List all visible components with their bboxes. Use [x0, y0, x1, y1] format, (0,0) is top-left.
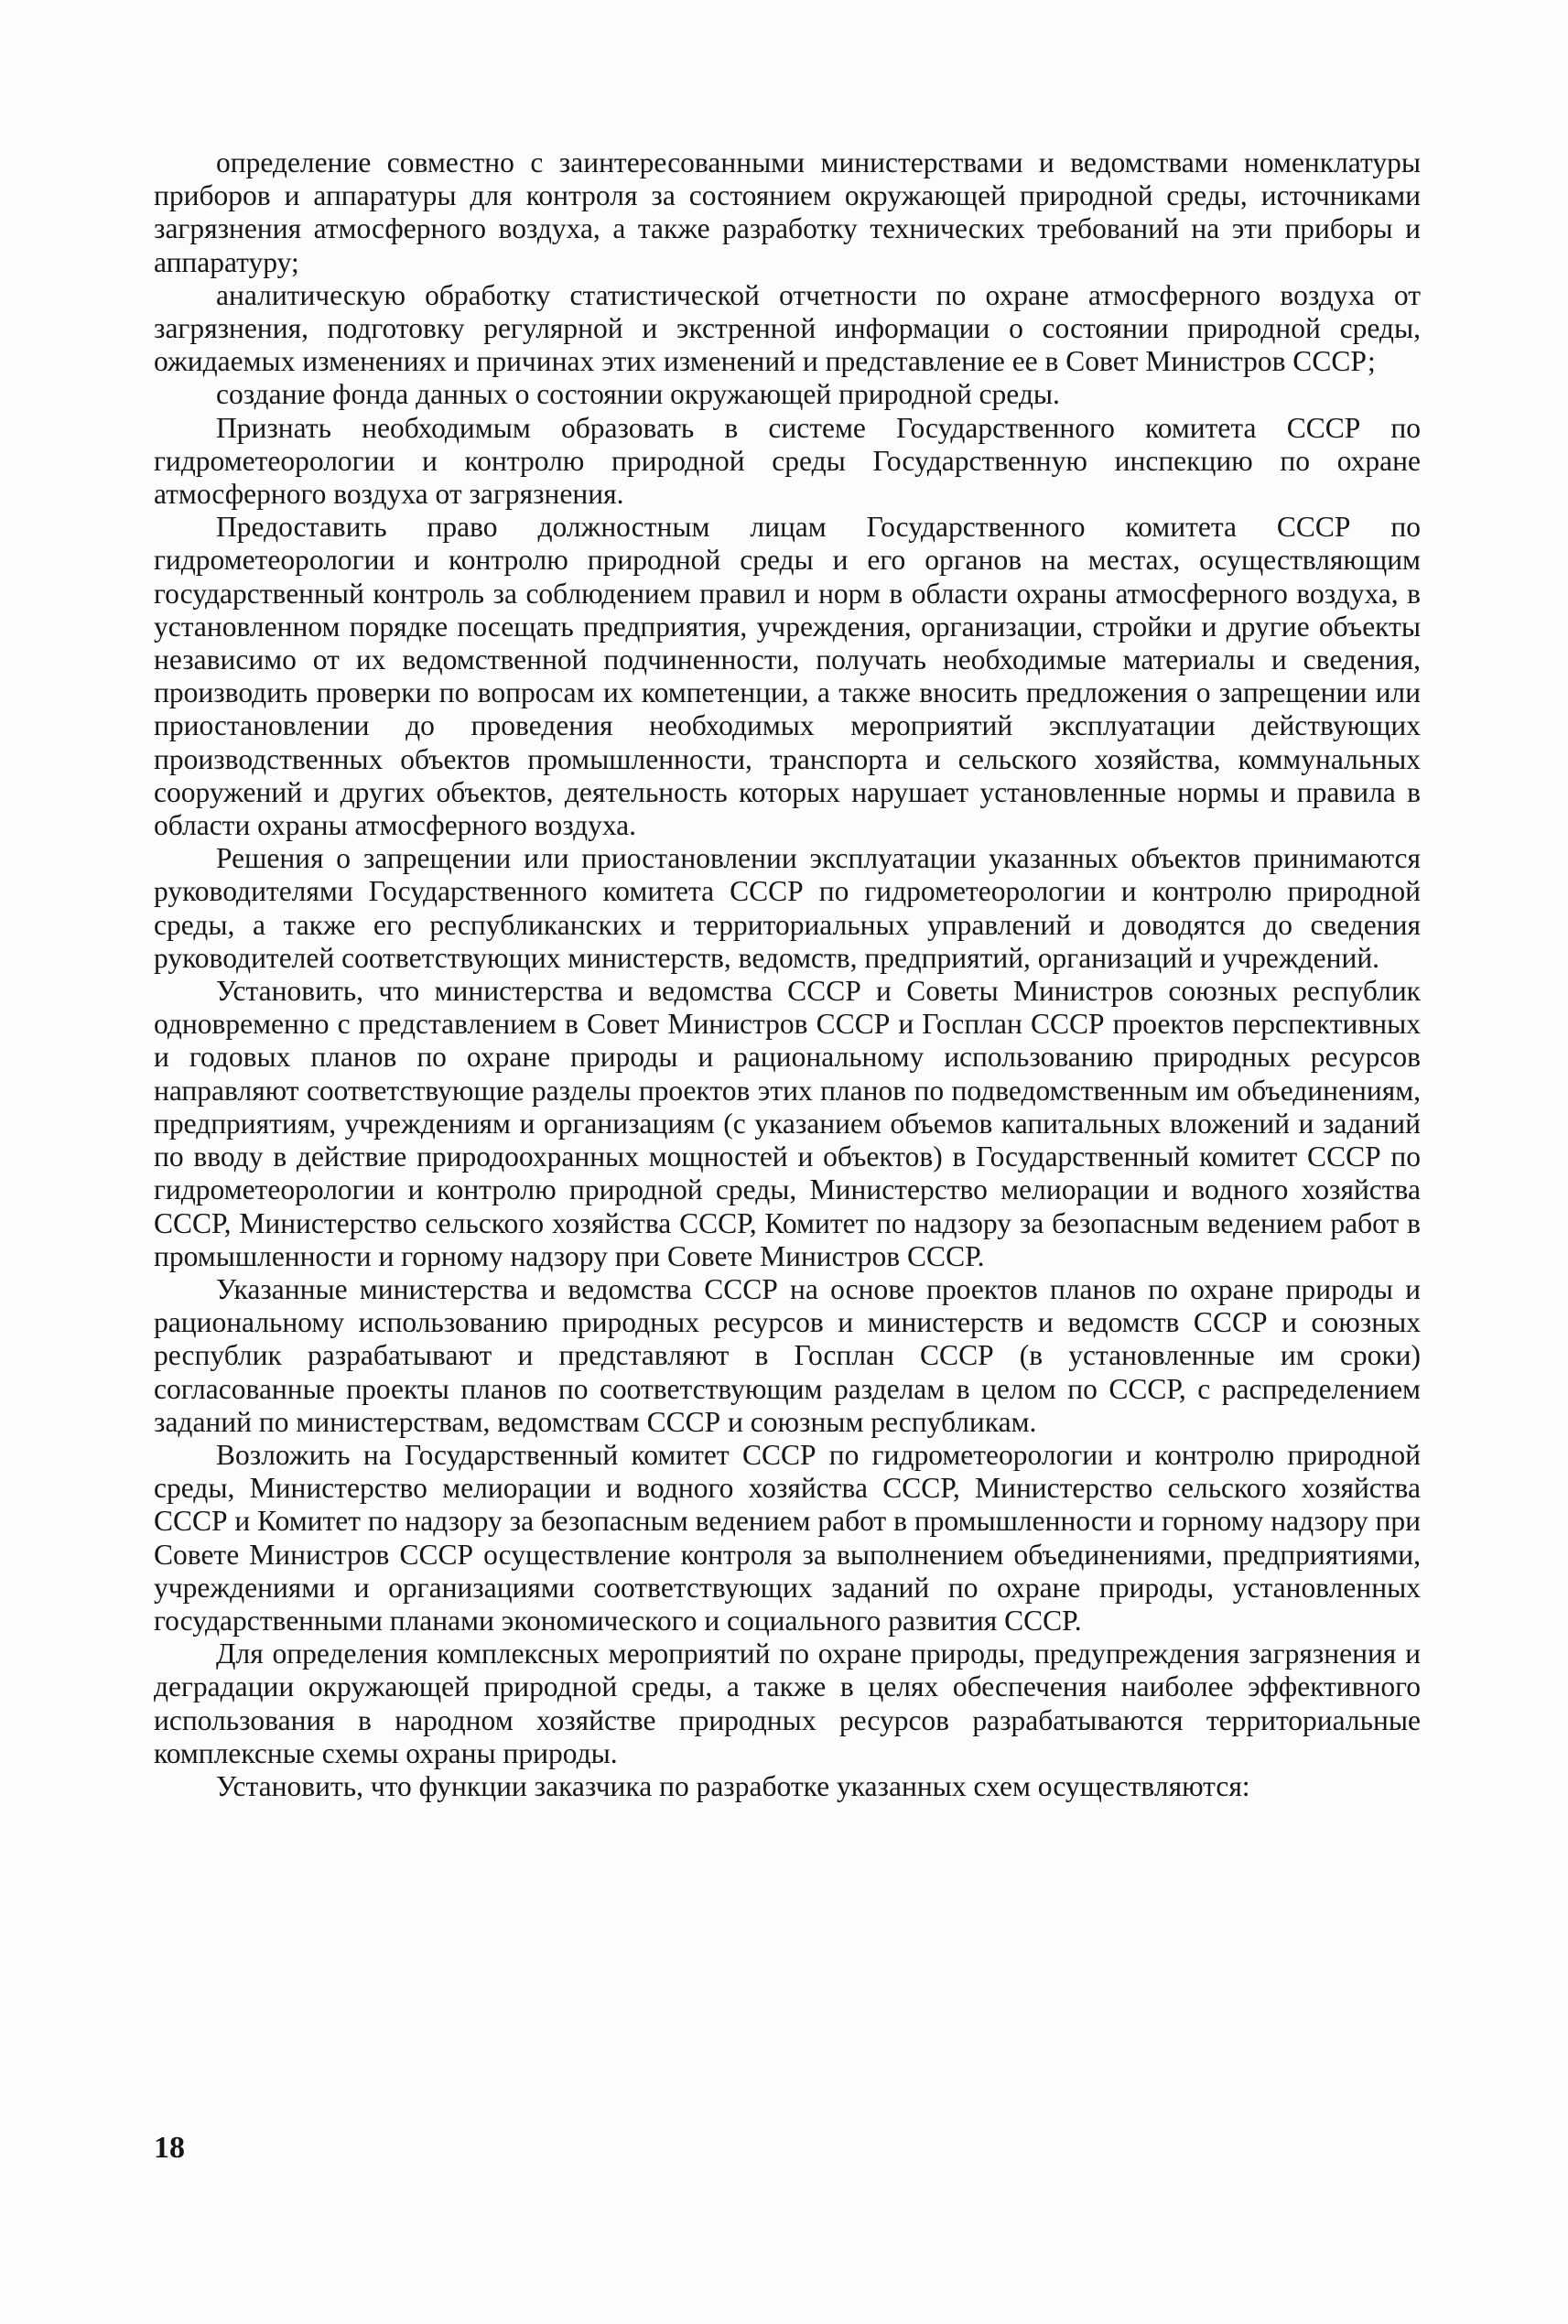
paragraph-3: создание фонда данных о состоянии окружающей природной среды. [216, 378, 1060, 411]
paragraph-9: Возложить на Государственный комитет СССР по гидрометеорологии и контролю природной среды, Министерство мелиорации и водного хозяйства СССР, Министерство сельского хозяйства СССР и Комитет по надзору за безопасным ведением работ в промышленности и горному надзору при Совете Министров СССР осуществление контроля за выполнением объединениями, предприятиями, учреждениями и организациями соответствующих заданий по охране природы, установленных государственными планами экономического и социального развития СССР. [154, 1438, 1421, 1637]
paragraph-5: Предоставить право должностным лицам Государственного комитета СССР по гидрометеорологии и контролю природной среды и его органов на местах, осуществляющим государственный контроль за соблюдением правил и норм в области охраны атмосферного воздуха, в установленном порядке посещать предприятия, учреждения, организации, стройки и другие объекты независимо от их ведомственной подчиненности, получать необходимые материалы и сведения, производить проверки по вопросам их компетенции, а также вносить предложения о запрещении или приостановлении до проведения необходимых мероприятий эксплуатации действующих производственных объектов промышленности, транспорта и сельского хозяйства, коммунальных сооружений и других объектов, деятельность которых нарушает установленные нормы и правила в области охраны атмосферного воздуха. [154, 511, 1421, 842]
paragraph-8: Указанные министерства и ведомства СССР на основе проектов планов по охране природы и рациональному использованию природных ресурсов и министерств и ведомств СССР и союзных республик разрабатывают и представляют в Госплан СССР (в установленные им сроки) согласованные проекты планов по соответствующим разделам в целом по СССР, с распределением заданий по министерствам, ведомствам СССР и союзным республикам. [154, 1272, 1421, 1438]
paragraph-1: определение совместно с заинтересованными министерствами и ведомствами номенклатуры приборов и аппаратуры для контроля за состоянием окружающей природной среды, источниками загрязнения атмосферного воздуха, а также разработку технических требований на эти приборы и аппаратуру; [154, 146, 1421, 278]
paragraph-2: аналитическую обработку статистической отчетности по охране атмосферного воздуха от загрязнения, подготовку регулярной и экстренной информации о состоянии природной среды, ожидаемых изменениях и причинах этих изменений и представление ее в Совет Министров СССР; [154, 278, 1421, 378]
paragraph-4: Признать необходимым образовать в системе Государственного комитета СССР по гидрометеорологии и контролю природной среды Государственную инспекцию по охране атмосферного воздуха от загрязнения. [154, 411, 1421, 511]
paragraph-7: Установить, что министерства и ведомства СССР и Советы Министров союзных республик одновременно с представлением в Совет Министров СССР и Госплан СССР проектов перспективных и годовых планов по охране природы и рациональному использованию природных ресурсов направляют соответствующие разделы проектов этих планов по подведомственным им объединениям, предприятиям, учреждениям и организациям (с указанием объемов капитальных вложений и заданий по вводу в действие природоохранных мощностей и объектов) в Государственный комитет СССР по гидрометеорологии и контролю природной среды, Министерство мелиорации и водного хозяйства СССР, Министерство сельского хозяйства СССР, Комитет по надзору за безопасным ведением работ в промышленности и горному надзору при Совете Министров СССР. [154, 975, 1421, 1272]
paragraph-11: Установить, что функции заказчика по разработке указанных схем осуществляются: [216, 1769, 1250, 1802]
paragraph-10: Для определения комплексных мероприятий по охране природы, предупреждения загрязнения и деградации окружающей природной среды, а также в целях обеспечения наиболее эффективного использования в народном хозяйстве природных ресурсов разрабатываются территориальные комплексные схемы охраны природы. [154, 1638, 1421, 1769]
paragraph-6: Решения о запрещении или приостановлении эксплуатации указанных объектов принимаются руководителями Государственного комитета СССР по гидрометеорологии и контролю природной среды, а также его республиканских и территориальных управлений и доводятся до сведения руководителей соответствующих министерств, ведомств, предприятий, организаций и учреждений. [154, 842, 1421, 974]
body-text [154, 146, 1421, 1803]
page-number: 18 [154, 2131, 185, 2165]
